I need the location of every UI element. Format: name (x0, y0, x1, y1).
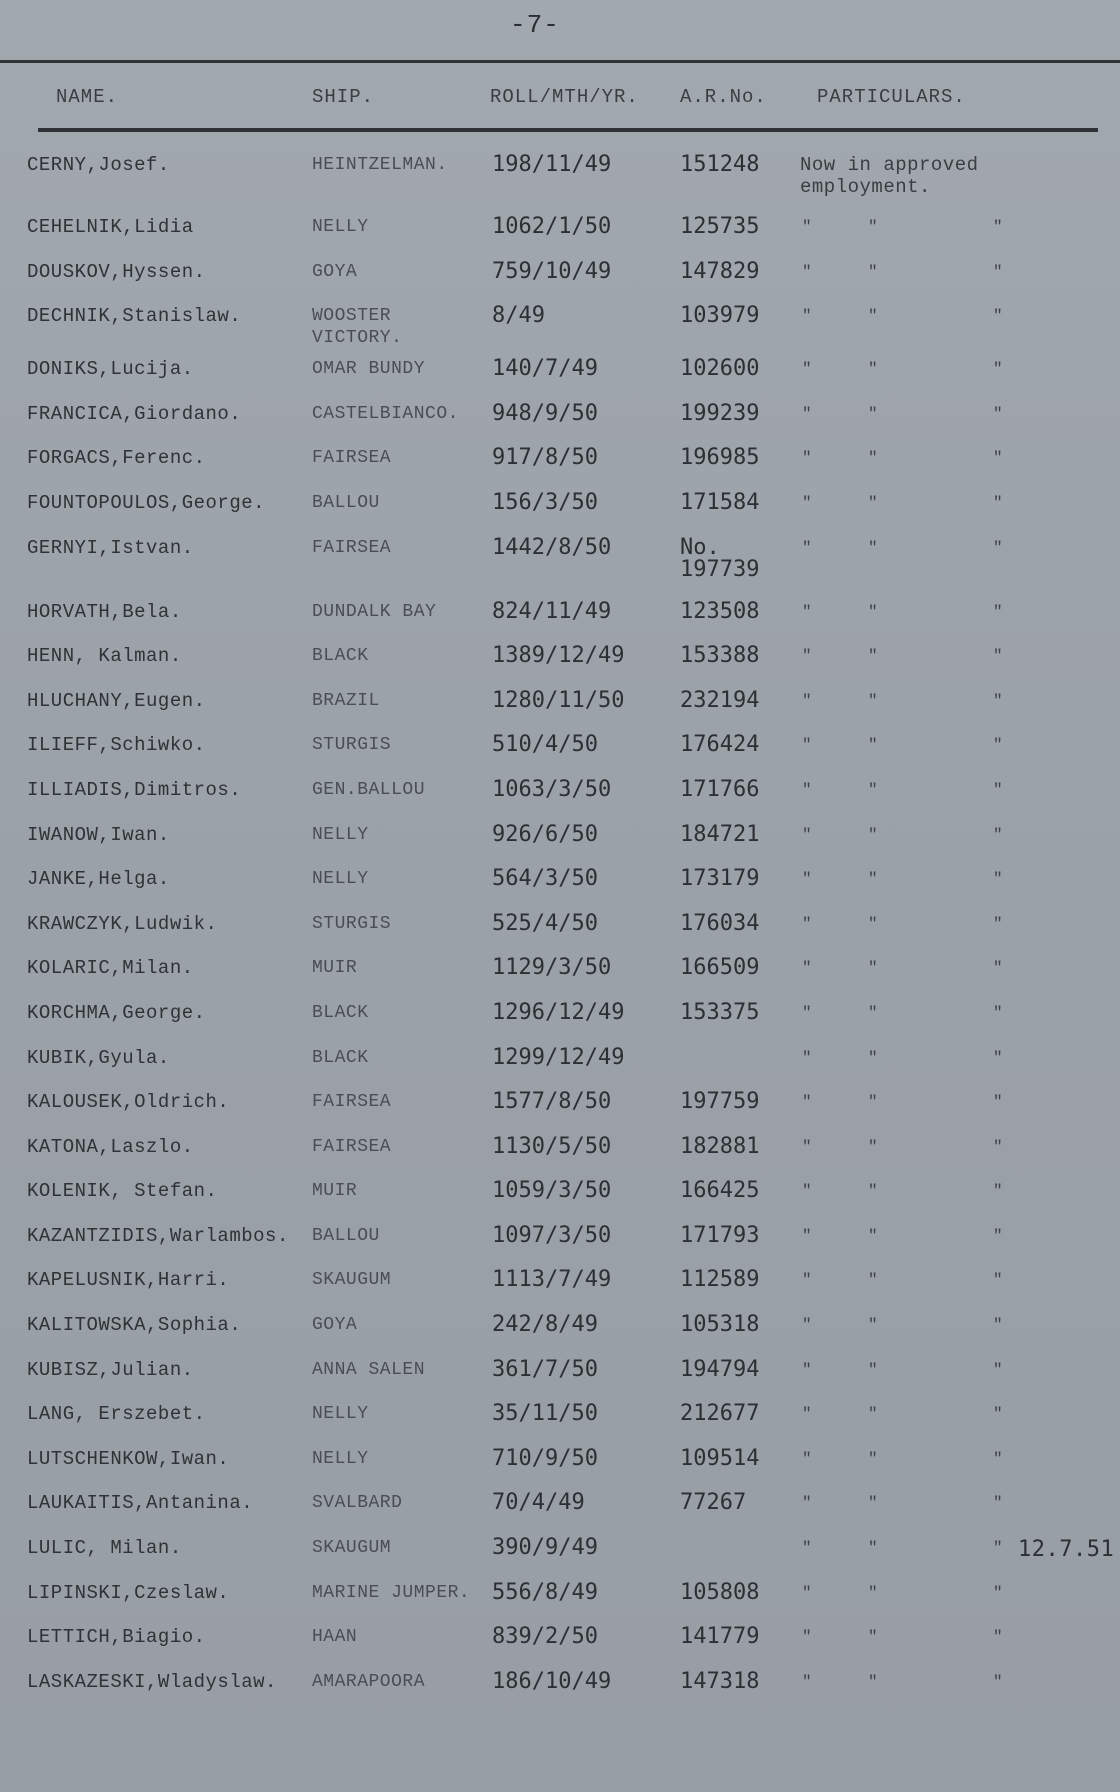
table-row (0, 1087, 1120, 1132)
ditto-mark: " (868, 1226, 879, 1245)
ditto-mark: " (993, 691, 1004, 710)
row-ship: AMARAPOORA (312, 1671, 426, 1692)
row-roll: 1389/12/49 (492, 643, 625, 669)
row-roll: 1280/11/50 (492, 687, 625, 713)
ditto-mark: " (802, 1672, 813, 1691)
row-ship: BLACK (312, 1002, 369, 1023)
table-row (0, 399, 1120, 444)
row-roll: 556/8/49 (492, 1579, 598, 1605)
ditto-mark: " (802, 1048, 813, 1067)
table-row (0, 775, 1120, 820)
ditto-mark: " (802, 1494, 813, 1513)
ditto-mark: " (993, 1449, 1004, 1468)
table-row (0, 443, 1120, 488)
row-name: LASKAZESKI,Wladyslaw. (27, 1670, 277, 1693)
ditto-mark: " (993, 1360, 1004, 1379)
row-name: GERNYI,Istvan. (27, 536, 194, 559)
row-name: KRAWCZYK,Ludwik. (27, 912, 218, 935)
ditto-mark: " (993, 1583, 1004, 1602)
row-roll: 390/9/49 (492, 1535, 598, 1561)
row-ship: SKAUGUM (312, 1538, 392, 1559)
row-roll: 186/10/49 (492, 1668, 612, 1694)
ditto-mark: " (868, 493, 879, 512)
ditto-mark: " (993, 1226, 1004, 1245)
ditto-mark: " (802, 1003, 813, 1022)
ditto-mark: " (802, 1182, 813, 1201)
row-ar-number: 151248 (680, 152, 760, 177)
row-ar-number: 125735 (680, 214, 760, 239)
row-roll: 824/11/49 (492, 598, 612, 624)
row-ar-number: 176034 (680, 910, 760, 936)
table-row (0, 257, 1120, 302)
ditto-mark: " (802, 1316, 813, 1335)
row-ar-number: 77267 (680, 1490, 747, 1516)
ditto-mark: " (802, 870, 813, 889)
table-row (0, 1533, 1120, 1578)
row-ship: GEN.BALLOU (312, 779, 426, 800)
table-row (0, 998, 1120, 1043)
table-row (0, 301, 1120, 354)
row-name: FOUNTOPOULOS,George. (27, 491, 266, 514)
row-roll: 1299/12/49 (492, 1044, 625, 1070)
row-ship: FAIRSEA (312, 537, 392, 558)
row-name: KORCHMA,George. (27, 1001, 206, 1024)
row-name: HENN, Kalman. (27, 645, 182, 668)
row-name: KOLARIC,Milan. (27, 957, 194, 980)
table-row (0, 1310, 1120, 1355)
ditto-mark: " (868, 691, 879, 710)
table-row (0, 1355, 1120, 1400)
ditto-mark: " (802, 691, 813, 710)
ditto-mark: " (802, 1628, 813, 1647)
row-roll: 525/4/50 (492, 910, 598, 936)
table-row (0, 1043, 1120, 1088)
table-row (0, 1667, 1120, 1712)
table-row (0, 212, 1120, 257)
row-roll: 710/9/50 (492, 1445, 598, 1471)
row-roll: 926/6/50 (492, 821, 598, 847)
table-row (0, 1265, 1120, 1310)
top-rule (0, 60, 1120, 63)
row-ar-number: 194794 (680, 1356, 760, 1382)
row-name: HLUCHANY,Eugen. (27, 689, 206, 712)
row-name: LANG, Erszebet. (27, 1403, 206, 1426)
row-ship: SVALBARD (312, 1493, 403, 1514)
ditto-mark: " (868, 1583, 879, 1602)
row-ship: NELLY (312, 869, 369, 890)
table-row (0, 730, 1120, 775)
row-ship: FAIRSEA (312, 1136, 392, 1157)
ditto-mark: " (802, 493, 813, 512)
row-ar-number: 171584 (680, 489, 760, 515)
row-ship: BLACK (312, 1047, 369, 1068)
row-roll: 70/4/49 (492, 1490, 585, 1516)
row-ar-number: 141779 (680, 1624, 760, 1650)
row-name: LETTICH,Biagio. (27, 1626, 206, 1649)
ditto-mark: " (868, 914, 879, 933)
row-ship: NELLY (312, 824, 369, 845)
ditto-mark: " (993, 538, 1004, 557)
row-name: LIPINSKI,Czeslaw. (27, 1581, 230, 1604)
ditto-mark: " (802, 1405, 813, 1424)
row-ar-number: 182881 (680, 1133, 760, 1159)
row-ship: GOYA (312, 261, 358, 282)
row-ar-number: 147829 (680, 258, 760, 284)
header-name: NAME. (56, 86, 119, 108)
table-row (0, 953, 1120, 998)
ditto-mark: " (868, 1628, 879, 1647)
ditto-mark: " (802, 1137, 813, 1156)
row-name: DONIKS,Lucija. (27, 358, 194, 381)
ditto-mark: " (993, 1628, 1004, 1647)
table-row (0, 488, 1120, 533)
table-row (0, 1622, 1120, 1667)
record-list (0, 150, 1120, 1711)
ditto-mark: " (802, 780, 813, 799)
table-row (0, 864, 1120, 909)
ditto-mark: " (868, 736, 879, 755)
row-roll: 1296/12/49 (492, 999, 625, 1025)
row-name: KAZANTZIDIS,Warlambos. (27, 1224, 289, 1247)
row-ship: SKAUGUM (312, 1270, 392, 1291)
table-row (0, 686, 1120, 731)
row-particulars: Now in approved employment. (800, 154, 979, 198)
row-name: KATONA,Laszlo. (27, 1135, 194, 1158)
ditto-mark: " (993, 307, 1004, 326)
ditto-mark: " (868, 1048, 879, 1067)
table-row (0, 1132, 1120, 1177)
row-ship: WOOSTER VICTORY. (312, 306, 403, 349)
row-name: KOLENIK, Stefan. (27, 1180, 218, 1203)
row-ar-number: 176424 (680, 732, 760, 758)
row-ar-number: 109514 (680, 1445, 760, 1471)
table-row (0, 1176, 1120, 1221)
ditto-mark: " (993, 493, 1004, 512)
ditto-mark: " (802, 1360, 813, 1379)
row-ship: HEINTZELMAN. (312, 155, 448, 175)
row-ship: STURGIS (312, 735, 392, 756)
table-row (0, 597, 1120, 642)
ditto-mark: " (868, 825, 879, 844)
ditto-mark: " (868, 647, 879, 666)
row-name: CERNY,Josef. (27, 154, 170, 176)
ditto-mark: " (868, 1405, 879, 1424)
row-roll: 242/8/49 (492, 1312, 598, 1338)
ditto-mark: " (868, 360, 879, 379)
row-roll: 564/3/50 (492, 866, 598, 892)
row-ar-number: 123508 (680, 598, 760, 624)
row-ship: MARINE JUMPER. (312, 1582, 471, 1603)
row-roll: 361/7/50 (492, 1356, 598, 1382)
ditto-mark: " (868, 449, 879, 468)
ditto-mark: " (993, 1672, 1004, 1691)
ditto-mark: " (993, 602, 1004, 621)
ditto-mark: " (802, 825, 813, 844)
header-particulars: PARTICULARS. (817, 86, 966, 108)
row-ship: BALLOU (312, 492, 380, 513)
row-name: CEHELNIK,Lidia (27, 216, 194, 238)
row-name: HORVATH,Bela. (27, 600, 182, 623)
ditto-mark: " (802, 736, 813, 755)
row-ship: STURGIS (312, 913, 392, 934)
ditto-mark: " (993, 1405, 1004, 1424)
row-ar-number: 232194 (680, 687, 760, 713)
row-name: DOUSKOV,Hyssen. (27, 260, 206, 283)
row-ship: FAIRSEA (312, 448, 392, 469)
ditto-mark: " (993, 647, 1004, 666)
row-name: IWANOW,Iwan. (27, 823, 170, 846)
ditto-mark: " (993, 218, 1004, 236)
row-ship: GOYA (312, 1315, 358, 1336)
row-name: ILLIADIS,Dimitros. (27, 778, 242, 801)
row-roll: 839/2/50 (492, 1624, 598, 1650)
row-ship: BRAZIL (312, 690, 380, 711)
ditto-mark: " (868, 307, 879, 326)
row-ship: MUIR (312, 1181, 358, 1202)
ditto-mark: " (993, 825, 1004, 844)
row-ship: NELLY (312, 1404, 369, 1425)
row-ar-number: 197759 (680, 1089, 760, 1115)
ditto-mark: " (802, 1271, 813, 1290)
ditto-mark: " (802, 360, 813, 379)
ditto-mark: " (868, 404, 879, 423)
header-ar-number: A.R.No. (680, 86, 767, 108)
row-ship: FAIRSEA (312, 1092, 392, 1113)
row-ship: CASTELBIANCO. (312, 403, 459, 424)
row-name: ILIEFF,Schiwko. (27, 734, 206, 757)
ditto-mark: " (868, 1539, 879, 1558)
row-ar-number: 199239 (680, 400, 760, 426)
row-ar-number: 196985 (680, 445, 760, 471)
ditto-mark: " (802, 914, 813, 933)
ditto-mark: " (868, 1672, 879, 1691)
row-ar-number: 171793 (680, 1222, 760, 1248)
row-ship: NELLY (312, 217, 369, 237)
row-name: KALITOWSKA,Sophia. (27, 1314, 242, 1337)
ditto-mark: " (802, 1583, 813, 1602)
row-ar-number: 153388 (680, 643, 760, 669)
row-roll: 156/3/50 (492, 489, 598, 515)
row-ar-number: 147318 (680, 1668, 760, 1694)
ditto-mark: " (802, 959, 813, 978)
ditto-mark: " (868, 1003, 879, 1022)
ditto-mark: " (802, 307, 813, 326)
ditto-mark: " (993, 262, 1004, 281)
row-roll: 1062/1/50 (492, 214, 612, 239)
row-roll: 917/8/50 (492, 445, 598, 471)
ditto-mark: " (868, 262, 879, 281)
row-name: KALOUSEK,Oldrich. (27, 1091, 230, 1114)
row-name: FRANCICA,Giordano. (27, 402, 242, 425)
row-ar-number: 102600 (680, 356, 760, 382)
row-roll: 1063/3/50 (492, 776, 612, 802)
ditto-mark: " (802, 262, 813, 281)
row-ar-number: 166509 (680, 955, 760, 981)
table-row (0, 909, 1120, 954)
ditto-mark: " (993, 360, 1004, 379)
ditto-mark: " (802, 218, 813, 236)
ditto-mark: " (802, 1226, 813, 1245)
row-roll: 35/11/50 (492, 1401, 598, 1427)
ditto-mark: " (868, 1494, 879, 1513)
row-roll: 948/9/50 (492, 400, 598, 426)
ditto-mark: " (802, 1093, 813, 1112)
row-name: LULIC, Milan. (27, 1537, 182, 1560)
ditto-mark: " (993, 780, 1004, 799)
row-roll: 1130/5/50 (492, 1133, 612, 1159)
ditto-mark: " (993, 1048, 1004, 1067)
ditto-mark: " (868, 870, 879, 889)
row-roll: 198/11/49 (492, 152, 612, 177)
ditto-mark: " (993, 1137, 1004, 1156)
row-ar-number: 112589 (680, 1267, 760, 1293)
row-roll: 510/4/50 (492, 732, 598, 758)
row-name: LAUKAITIS,Antanina. (27, 1492, 254, 1515)
row-ar-number: 166425 (680, 1178, 760, 1204)
ditto-mark: " (802, 538, 813, 557)
row-ar-number: No. 197739 (680, 534, 760, 582)
row-name: KUBISZ,Julian. (27, 1358, 194, 1381)
row-name: LUTSCHENKOW,Iwan. (27, 1447, 230, 1470)
ditto-mark: " (868, 1449, 879, 1468)
ditto-mark: " (868, 1360, 879, 1379)
row-ship: BALLOU (312, 1225, 380, 1246)
ditto-mark: " (868, 1093, 879, 1112)
row-ship: MUIR (312, 958, 358, 979)
header-rule (38, 128, 1098, 132)
ditto-mark: " (993, 1003, 1004, 1022)
row-ship: BLACK (312, 646, 369, 667)
table-row (0, 641, 1120, 686)
header-ship: SHIP. (312, 86, 375, 108)
ditto-mark: " (993, 1182, 1004, 1201)
row-name: DECHNIK,Stanislaw. (27, 305, 242, 328)
ditto-mark: " (993, 1271, 1004, 1290)
table-row (0, 150, 1120, 212)
ditto-mark: " (868, 1271, 879, 1290)
ditto-mark: " (993, 1494, 1004, 1513)
ditto-mark: " (993, 1316, 1004, 1335)
row-roll: 759/10/49 (492, 258, 612, 284)
row-ar-number: 103979 (680, 303, 760, 329)
row-roll: 1059/3/50 (492, 1178, 612, 1204)
ditto-mark: " (993, 1539, 1004, 1558)
ditto-mark: " (802, 602, 813, 621)
ditto-mark: " (802, 647, 813, 666)
row-ar-number: 105808 (680, 1579, 760, 1605)
ditto-mark: " (802, 1449, 813, 1468)
table-row (0, 533, 1120, 597)
row-ar-number: 171766 (680, 776, 760, 802)
row-ship: NELLY (312, 1448, 369, 1469)
ditto-mark: " (993, 959, 1004, 978)
ditto-mark: " (868, 959, 879, 978)
row-roll: 8/49 (492, 303, 545, 329)
ditto-mark: " (868, 1182, 879, 1201)
row-name: FORGACS,Ferenc. (27, 447, 206, 470)
row-ship: HAAN (312, 1627, 358, 1648)
ditto-mark: " (868, 538, 879, 557)
ditto-mark: " (868, 1316, 879, 1335)
row-roll: 1113/7/49 (492, 1267, 612, 1293)
row-name: KUBIK,Gyula. (27, 1046, 170, 1069)
row-ship: DUNDALK BAY (312, 601, 437, 622)
table-row (0, 1578, 1120, 1623)
row-ship: OMAR BUNDY (312, 359, 426, 380)
row-ar-number: 184721 (680, 821, 760, 847)
ditto-mark: " (868, 602, 879, 621)
row-roll: 140/7/49 (492, 356, 598, 382)
row-roll: 1442/8/50 (492, 534, 612, 560)
row-note: 12.7.51 (1018, 1537, 1115, 1563)
row-roll: 1577/8/50 (492, 1089, 612, 1115)
row-ar-number: 173179 (680, 866, 760, 892)
ditto-mark: " (868, 1137, 879, 1156)
row-roll: 1129/3/50 (492, 955, 612, 981)
ditto-mark: " (993, 736, 1004, 755)
ditto-mark: " (868, 780, 879, 799)
row-ar-number: 212677 (680, 1401, 760, 1427)
row-ship: ANNA SALEN (312, 1359, 426, 1380)
page-number: -7- (510, 10, 560, 40)
row-ar-number: 105318 (680, 1312, 760, 1338)
row-name: KAPELUSNIK,Harri. (27, 1269, 230, 1292)
ditto-mark: " (993, 449, 1004, 468)
row-name: JANKE,Helga. (27, 868, 170, 891)
ditto-mark: " (802, 1539, 813, 1558)
ditto-mark: " (802, 449, 813, 468)
ditto-mark: " (993, 870, 1004, 889)
header-roll: ROLL/MTH/YR. (490, 86, 639, 108)
ditto-mark: " (993, 1093, 1004, 1112)
ditto-mark: " (868, 218, 879, 236)
row-ar-number: 153375 (680, 999, 760, 1025)
ditto-mark: " (993, 404, 1004, 423)
table-row (0, 820, 1120, 865)
table-row (0, 1399, 1120, 1444)
table-row (0, 1221, 1120, 1266)
ditto-mark: " (993, 914, 1004, 933)
row-roll: 1097/3/50 (492, 1222, 612, 1248)
ditto-mark: " (802, 404, 813, 423)
table-row (0, 1488, 1120, 1533)
table-row (0, 1444, 1120, 1489)
table-row (0, 354, 1120, 399)
